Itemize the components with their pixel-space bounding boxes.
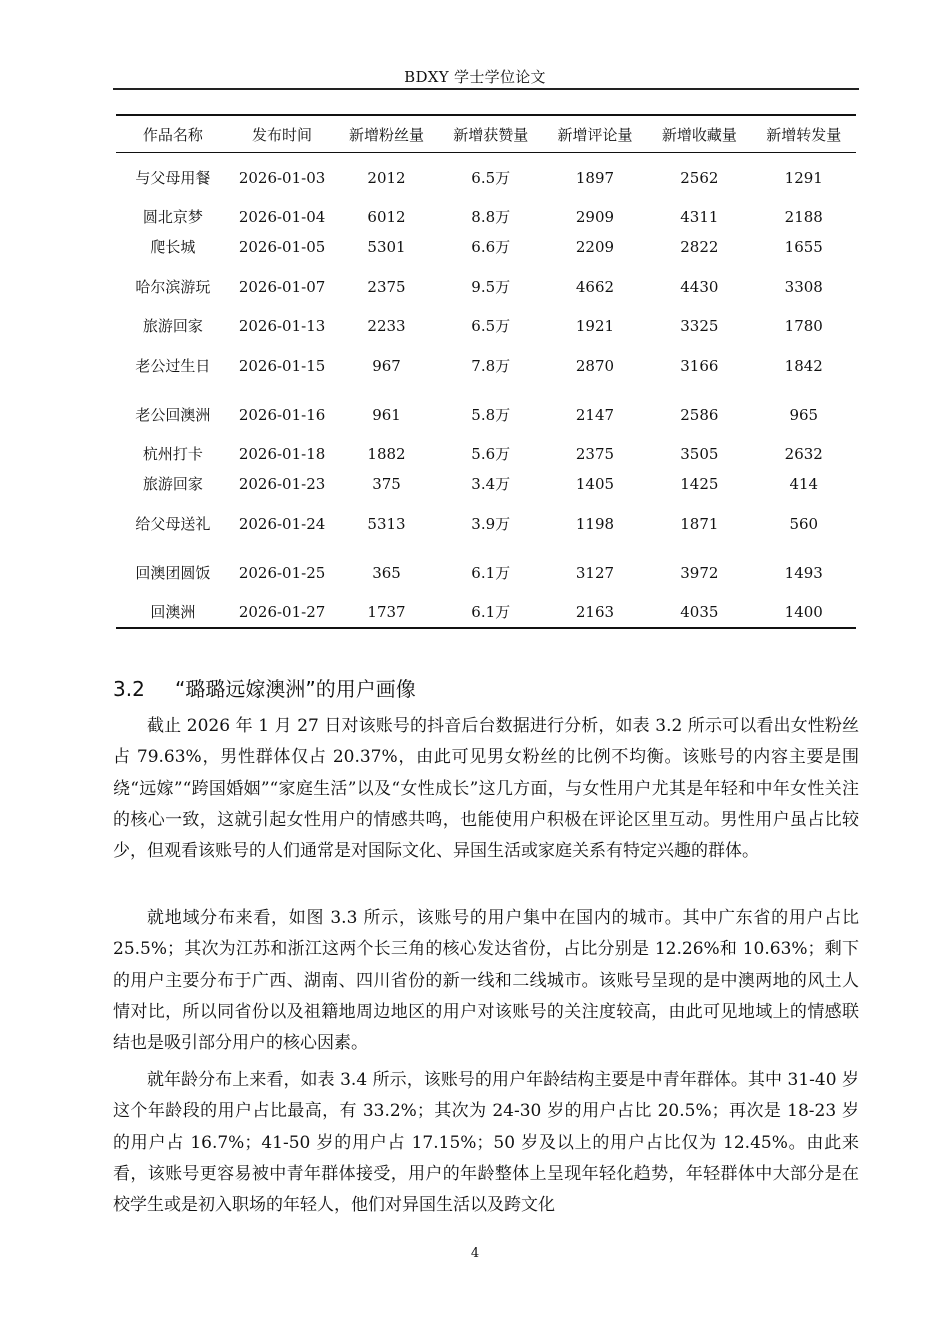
- section-title: “璐璐远嫁澳洲”的用户画像: [175, 677, 416, 701]
- table-cell: 2188: [784, 208, 823, 226]
- column-header: 新增粉丝量: [349, 125, 425, 144]
- work-name-cell: 爬长城: [150, 238, 196, 256]
- table-cell: 2586: [680, 405, 719, 424]
- table-cell: 5313: [367, 514, 406, 533]
- table-cell: 1897: [575, 168, 615, 187]
- table-cell: 2870: [575, 356, 615, 375]
- section-heading: [113, 673, 416, 702]
- table-cell: 4662: [575, 277, 615, 296]
- table-cell: 3127: [575, 563, 615, 582]
- table-cell: 6.5万: [471, 317, 511, 335]
- work-name-cell: 老公过生日: [135, 356, 211, 375]
- header-rule: [113, 88, 859, 90]
- table-cell: 4311: [680, 208, 719, 226]
- table-cell: 9.5万: [471, 277, 511, 296]
- running-header: BDXY 学士学位论文: [404, 68, 546, 86]
- table-cell: 8.8万: [471, 208, 511, 226]
- table-row: [116, 439, 856, 469]
- table-row: [116, 262, 856, 311]
- table-row: [116, 232, 856, 262]
- table-cell: 2375: [575, 445, 615, 463]
- table-cell: 5301: [367, 238, 406, 256]
- table-cell: 5.6万: [471, 445, 511, 463]
- work-name-cell: 回澳洲: [150, 603, 196, 621]
- table-row: [116, 390, 856, 439]
- table-cell: 2026-01-07: [238, 277, 326, 296]
- table-cell: 375: [372, 475, 401, 493]
- table-cell: 3.4万: [471, 475, 511, 493]
- table-cell: 6.6万: [471, 238, 511, 256]
- table-cell: 2233: [367, 317, 406, 335]
- table-cell: 2012: [367, 168, 406, 187]
- table-cell: 2026-01-05: [238, 238, 326, 256]
- column-header: 新增获赞量: [453, 125, 529, 144]
- column-header: 新增收藏量: [661, 125, 737, 144]
- table-cell: 3.9万: [471, 514, 511, 533]
- table-cell: 2632: [784, 445, 823, 463]
- table-cell: 2026-01-03: [238, 168, 326, 187]
- work-name-cell: 回澳团圆饭: [135, 563, 211, 582]
- table-cell: 6012: [367, 208, 406, 226]
- column-header: 发布时间: [252, 125, 313, 144]
- table-row: [116, 499, 856, 548]
- body-paragraph: 就地域分布来看，如图 3.3 所示，该账号的用户集中在国内的城市。其中广东省的用户占比 25.5%；其次为江苏和浙江这两个长三角的核心发达省份，占比分别是 12.26%和 10.63%；剩下的用户主要分布于广西、湖南、四川省份的新一线和二线城市。该账号呈现的是中澳两地的风土人情对比，所以同省份以及祖籍地周边地区的用户对该账号的关注度较高，由此可见地域上的情感联结也是吸引部分用户的核心因素。: [113, 908, 859, 1054]
- table-cell: 1291: [784, 168, 823, 187]
- work-name-cell: 与父母用餐: [135, 168, 211, 187]
- table-cell: 965: [789, 405, 819, 424]
- table-cell: 3325: [680, 317, 719, 335]
- table-cell: 2026-01-27: [238, 603, 326, 621]
- table-cell: 6.1万: [471, 563, 511, 582]
- table-cell: 4430: [680, 277, 719, 296]
- table-cell: 3308: [784, 277, 823, 296]
- column-header: 新增评论量: [557, 125, 633, 144]
- table-row: [116, 153, 856, 203]
- table-cell: 2822: [680, 238, 719, 256]
- table-cell: 2026-01-15: [238, 356, 326, 375]
- table-cell: 1882: [367, 445, 406, 463]
- work-name-cell: 给父母送礼: [135, 514, 211, 533]
- table-cell: 2375: [367, 277, 406, 296]
- table-row: [116, 311, 856, 341]
- table-cell: 7.8万: [471, 356, 511, 375]
- table-cell: 5.8万: [471, 405, 511, 424]
- table-cell: 2026-01-18: [238, 445, 326, 463]
- work-name-cell: 旅游回家: [142, 317, 203, 335]
- table-cell: 6.1万: [471, 603, 511, 621]
- work-name-cell: 旅游回家: [142, 475, 203, 493]
- table-row: [116, 548, 856, 597]
- work-name-cell: 圆北京梦: [142, 208, 203, 226]
- table-row: [116, 469, 856, 499]
- table-cell: 3972: [680, 563, 719, 582]
- table-cell: 2026-01-24: [238, 514, 326, 533]
- table-header-row: [116, 115, 856, 153]
- table-cell: 1655: [784, 238, 823, 256]
- table-cell: 1405: [575, 475, 615, 493]
- table-row: [116, 202, 856, 232]
- table-cell: 414: [789, 475, 819, 493]
- work-name-cell: 老公回澳洲: [135, 405, 211, 424]
- table-cell: 2026-01-04: [238, 208, 326, 226]
- table-cell: 2026-01-23: [238, 475, 326, 493]
- table-cell: 2026-01-25: [238, 563, 326, 582]
- table-cell: 2163: [575, 603, 615, 621]
- table-cell: 1425: [680, 475, 719, 493]
- table-cell: 1780: [784, 317, 823, 335]
- table-cell: 4035: [680, 603, 719, 621]
- page-number: 4: [470, 1246, 480, 1261]
- column-header: 作品名称: [142, 125, 203, 144]
- table-cell: 2909: [575, 208, 615, 226]
- table-cell: 3166: [680, 356, 719, 375]
- table-cell: 2026-01-16: [238, 405, 326, 424]
- table-cell: 1198: [575, 514, 615, 533]
- section-number: 3.2: [113, 677, 145, 701]
- table-cell: 6.5万: [471, 168, 511, 187]
- table-cell: 365: [372, 563, 401, 582]
- table-cell: 1871: [680, 514, 719, 533]
- table-cell: 2209: [575, 238, 615, 256]
- table-cell: 1400: [784, 603, 823, 621]
- body-paragraph: 截止 2026 年 1 月 27 日对该账号的抖音后台数据进行分析，如表 3.2 所示可以看出女性粉丝占 79.63%，男性群体仅占 20.37%，由此可见男女粉丝的比例不均衡。该账号的内容主要是围绕“远嫁”“跨国婚姻”“家庭生活”以及“女性成长”这几方面，与女性用户尤其是年轻和中年女性关注的核心一致，这就引起女性用户的情感共鸣，也能使用户积极在评论区里互动。男性用户虽占比较少，但观看该账号的人们通常是对国际文化、异国生活或家庭关系有特定兴趣的群体。: [113, 716, 859, 862]
- table-cell: 2026-01-13: [238, 317, 326, 335]
- table-cell: 3505: [680, 445, 719, 463]
- table-cell: 1921: [575, 317, 615, 335]
- works-data-table: [116, 114, 856, 629]
- table-cell: 560: [789, 514, 819, 533]
- column-header: 新增转发量: [766, 125, 842, 144]
- table-cell: 1493: [784, 563, 823, 582]
- body-paragraph: 就年龄分布上来看，如表 3.4 所示，该账号的用户年龄结构主要是中青年群体。其中 31-40 岁这个年龄段的用户占比最高，有 33.2%；其次为 24-30 岁的用户占比 20.5%；再次是 18-23 岁的用户占 16.7%；41-50 岁的用户占 17.15%；50 岁及以上的用户占比仅为 12.45%。由此来看，该账号更容易被中青年群体接受，用户的年龄整体上呈现年轻化趋势，年轻群体中大部分是在校学生或是初入职场的年轻人，他们对异国生活以及跨文化: [113, 1070, 859, 1216]
- work-name-cell: 杭州打卡: [142, 445, 203, 463]
- table-cell: 2147: [575, 405, 615, 424]
- work-name-cell: 哈尔滨游玩: [135, 277, 211, 296]
- table-cell: 2562: [680, 168, 719, 187]
- table-cell: 961: [372, 405, 401, 424]
- table-row: [116, 341, 856, 390]
- table-cell: 1842: [784, 356, 823, 375]
- table-cell: 1737: [367, 603, 406, 621]
- table-cell: 967: [372, 356, 401, 375]
- table-row: [116, 597, 856, 628]
